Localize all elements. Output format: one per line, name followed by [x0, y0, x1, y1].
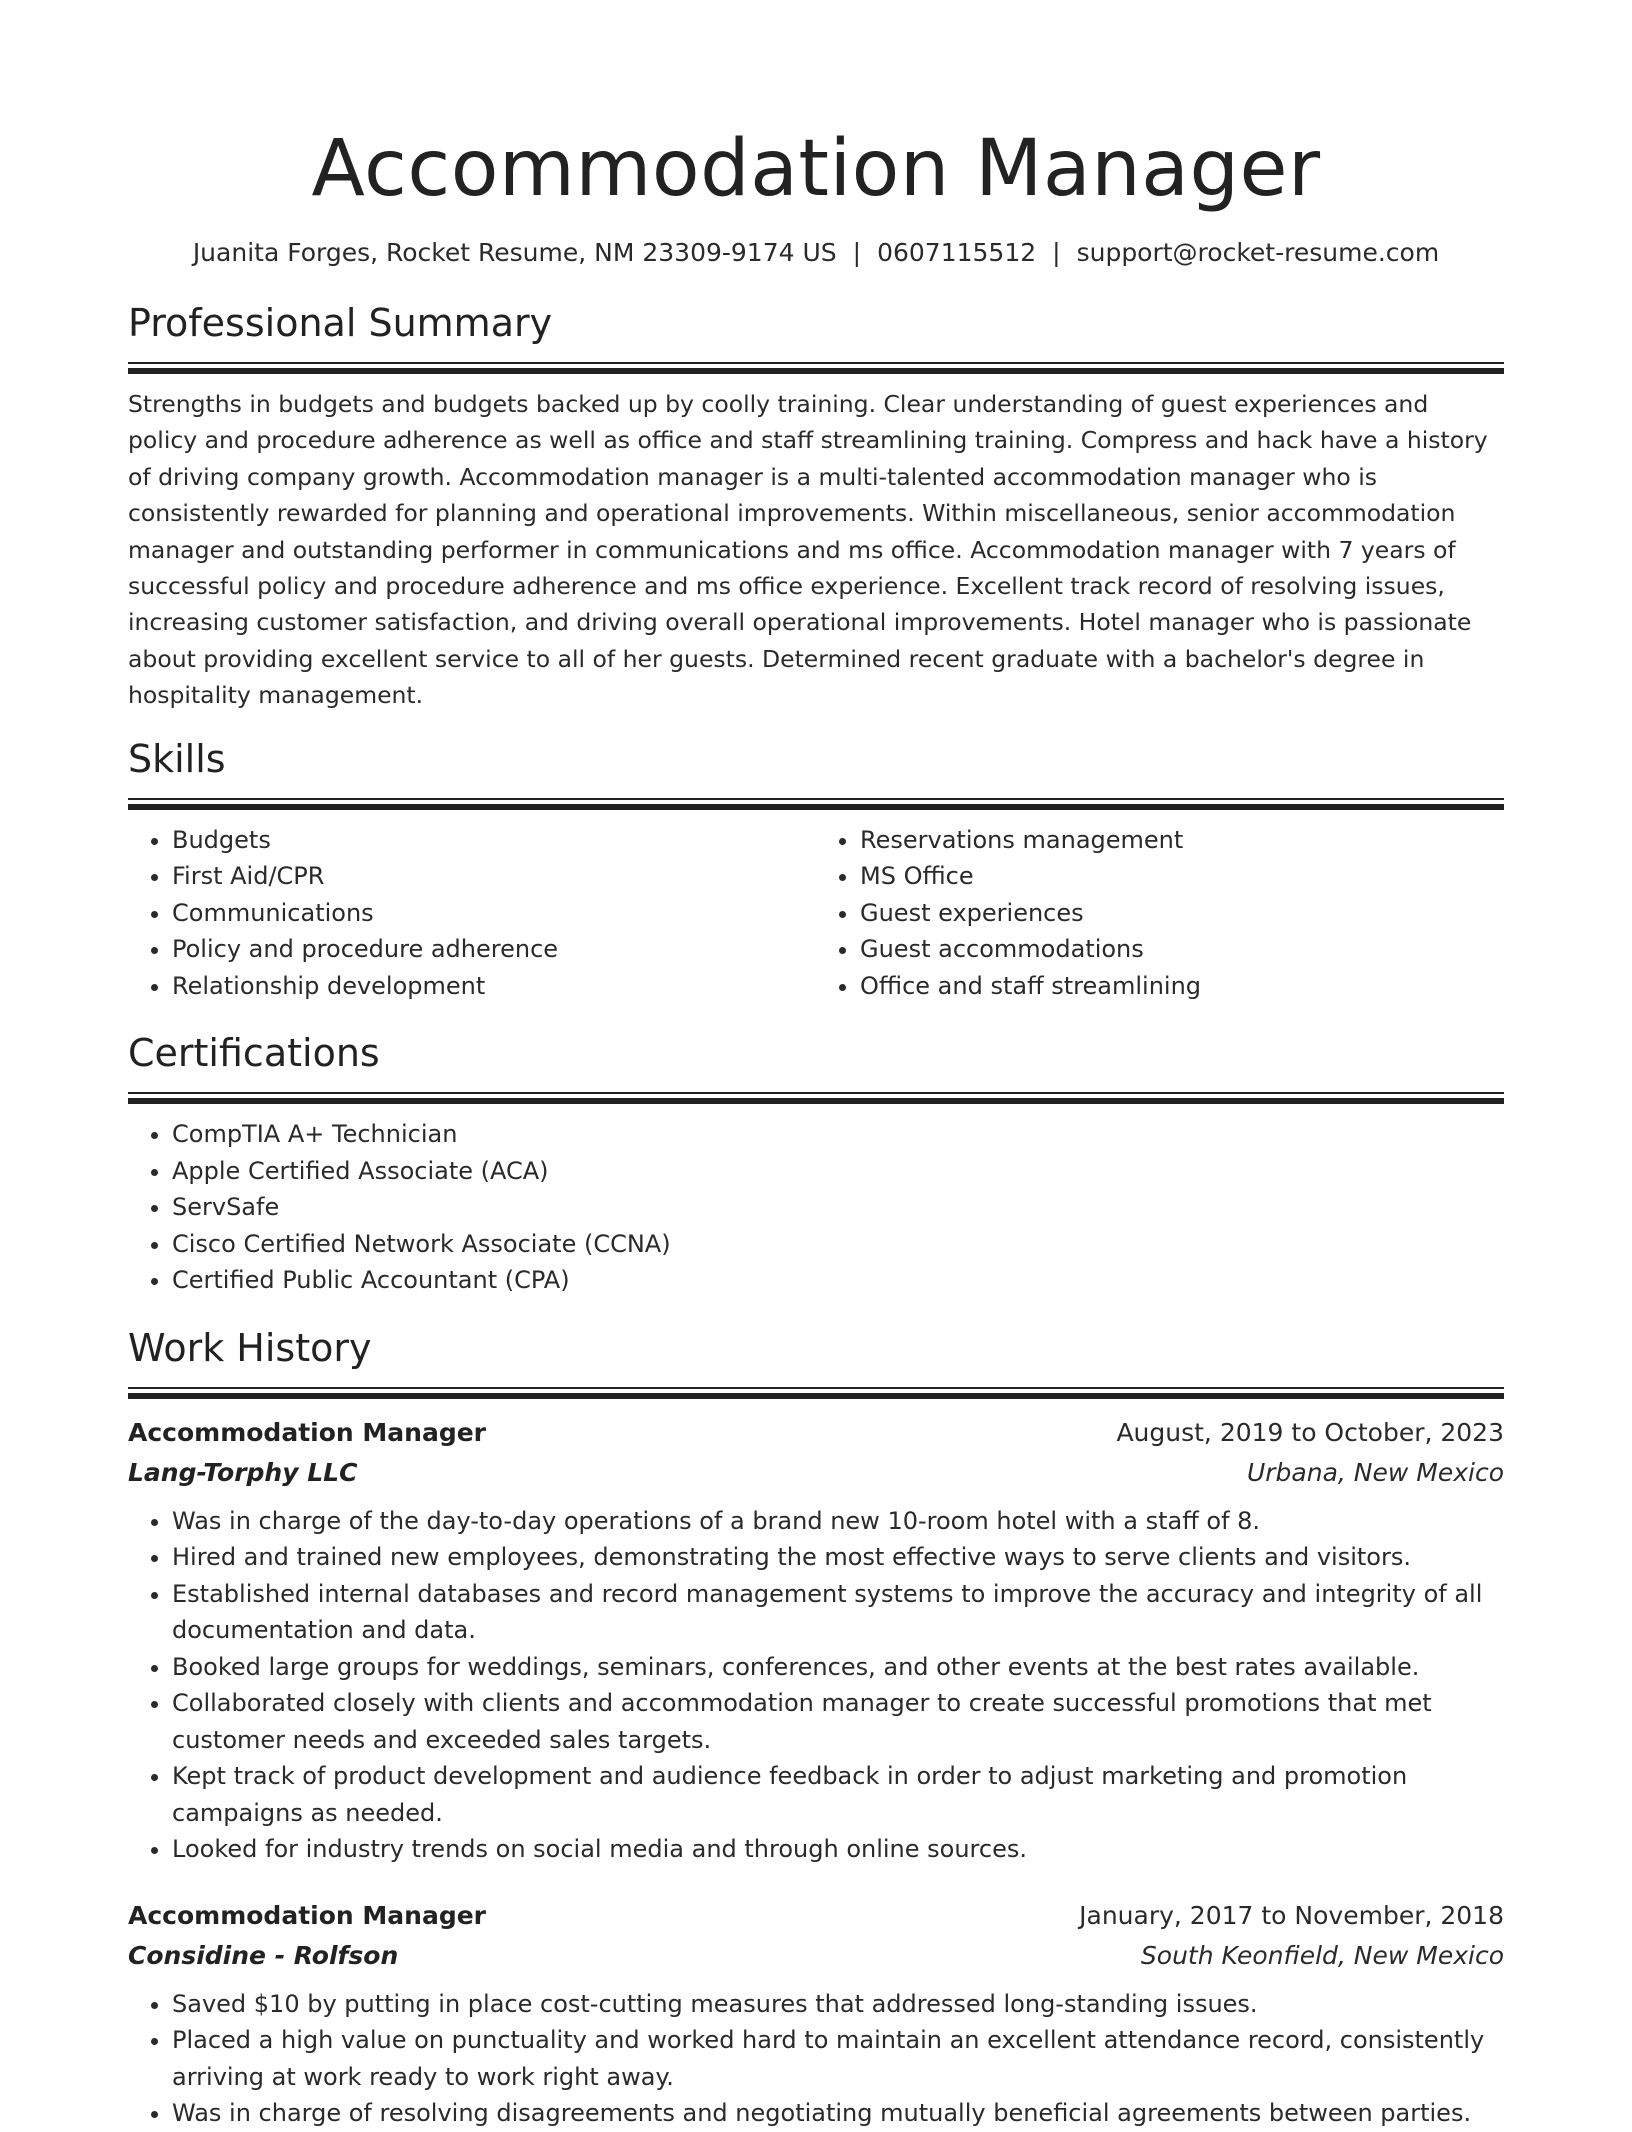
job-header: [128, 1413, 1504, 1453]
duty-item: • Was in charge of the day-to-day operations of a brand new 10-room hotel with a staff of 8.: [172, 1503, 1504, 1540]
job-entry: [128, 1413, 1504, 1868]
section-divider: [128, 362, 1504, 374]
section-divider: [128, 798, 1504, 810]
job-dates: January, 2017 to November, 2018: [1079, 1900, 1504, 1930]
contact-line: [128, 236, 1504, 270]
job-location: South Keonfield, New Mexico: [1140, 1940, 1504, 1970]
contact-email: support@rocket-resume.com: [1076, 238, 1440, 267]
job-dates: August, 2019 to October, 2023: [1116, 1417, 1504, 1447]
duty-item: • Kept track of product development and audience feedback in order to adjust marketing and promotion campaigns as needed.: [172, 1758, 1504, 1831]
contact-separator: |: [1052, 238, 1061, 267]
skills-list-right: [816, 822, 1504, 1005]
skill-item: • First Aid/CPR: [172, 858, 816, 895]
certification-item: • Certified Public Accountant (CPA): [172, 1262, 1504, 1299]
skill-item: • Guest accommodations: [860, 931, 1504, 968]
skills-list-left: [128, 822, 816, 1005]
certification-item: • CompTIA A+ Technician: [172, 1116, 1504, 1153]
section-heading: Certifications: [128, 1031, 380, 1076]
duty-item: • Was in charge of resolving disagreements and negotiating mutually beneficial agreements between parties.: [172, 2095, 1504, 2132]
section-divider: [128, 1092, 1504, 1104]
duty-item: • Collaborated closely with clients and accommodation manager to create successful promotions that met customer needs and exceeded sales targets.: [172, 1685, 1504, 1758]
certification-item: • ServSafe: [172, 1189, 1504, 1226]
skill-item: • Relationship development: [172, 968, 816, 1005]
job-subheader: [128, 1453, 1504, 1493]
section-heading: Work History: [128, 1325, 372, 1370]
job-subheader: [128, 1936, 1504, 1976]
job-entry: [128, 1896, 1504, 2132]
skill-item: • MS Office: [860, 858, 1504, 895]
skill-item: • Budgets: [172, 822, 816, 859]
contact-address: Juanita Forges, Rocket Resume, NM 23309-9174 US: [192, 238, 837, 267]
contact-phone: 0607115512: [877, 238, 1037, 267]
job-role: Accommodation Manager: [128, 1417, 486, 1447]
job-duties: [128, 1503, 1504, 1868]
duty-item: • Established internal databases and record management systems to improve the accuracy and integrity of all documentation and data.: [172, 1576, 1504, 1649]
skill-item: • Office and staff streamlining: [860, 968, 1504, 1005]
resume-title: Accommodation Manager: [311, 124, 1321, 214]
summary-text: Strengths in budgets and budgets backed up by coolly training. Clear understanding of guest experiences and policy and procedure adherence as well as office and staff streamlining training. Compress and hack have a history of driving company growth. Accommodation manager is a multi-talented accommodation manager who is consistently rewarded for planning and operational improvements. Within miscellaneous, senior accommodation manager and outstanding performer in communications and ms office. Accommodation manager with 7 years of successful policy and procedure adherence and ms office experience. Excellent track record of resolving issues, increasing customer satisfaction, and driving overall operational improvements. Hotel manager who is passionate about providing excellent service to all of her guests. Determined recent graduate with a bachelor's degree in hospitality management.: [128, 390, 1488, 710]
duty-item: • Booked large groups for weddings, seminars, conferences, and other events at the best rates available.: [172, 1649, 1504, 1686]
duty-item: • Hired and trained new employees, demonstrating the most effective ways to serve clients and visitors.: [172, 1539, 1504, 1576]
resume-page: [128, 0, 1504, 2132]
skill-item: • Reservations management: [860, 822, 1504, 859]
summary-section: [128, 300, 1504, 714]
skill-item: • Policy and procedure adherence: [172, 931, 816, 968]
contact-separator: |: [852, 238, 862, 267]
duty-item: • Looked for industry trends on social media and through online sources.: [172, 1831, 1504, 1868]
job-company: Considine - Rolfson: [128, 1940, 399, 1970]
work-history-section: [128, 1325, 1504, 2132]
skill-item: • Guest experiences: [860, 895, 1504, 932]
certifications-section: [128, 1030, 1504, 1299]
skills-section: [128, 736, 1504, 1005]
job-header: [128, 1896, 1504, 1936]
certification-item: • Cisco Certified Network Associate (CCNA): [172, 1226, 1504, 1263]
job-duties: [128, 1986, 1504, 2132]
skills-grid: [128, 822, 1504, 1005]
job-company: Lang-Torphy LLC: [128, 1457, 358, 1487]
section-divider: [128, 1387, 1504, 1399]
job-location: Urbana, New Mexico: [1246, 1457, 1504, 1487]
duty-item: • Saved $10 by putting in place cost-cutting measures that addressed long-standing issues.: [172, 1986, 1504, 2023]
skill-item: • Communications: [172, 895, 816, 932]
certifications-list: [128, 1116, 1504, 1299]
duty-item: • Placed a high value on punctuality and worked hard to maintain an excellent attendance record, consistently arriving at work ready to work right away.: [172, 2022, 1504, 2095]
job-role: Accommodation Manager: [128, 1900, 486, 1930]
section-heading: Professional Summary: [128, 301, 553, 345]
certification-item: • Apple Certified Associate (ACA): [172, 1153, 1504, 1190]
section-heading: Skills: [128, 736, 226, 781]
